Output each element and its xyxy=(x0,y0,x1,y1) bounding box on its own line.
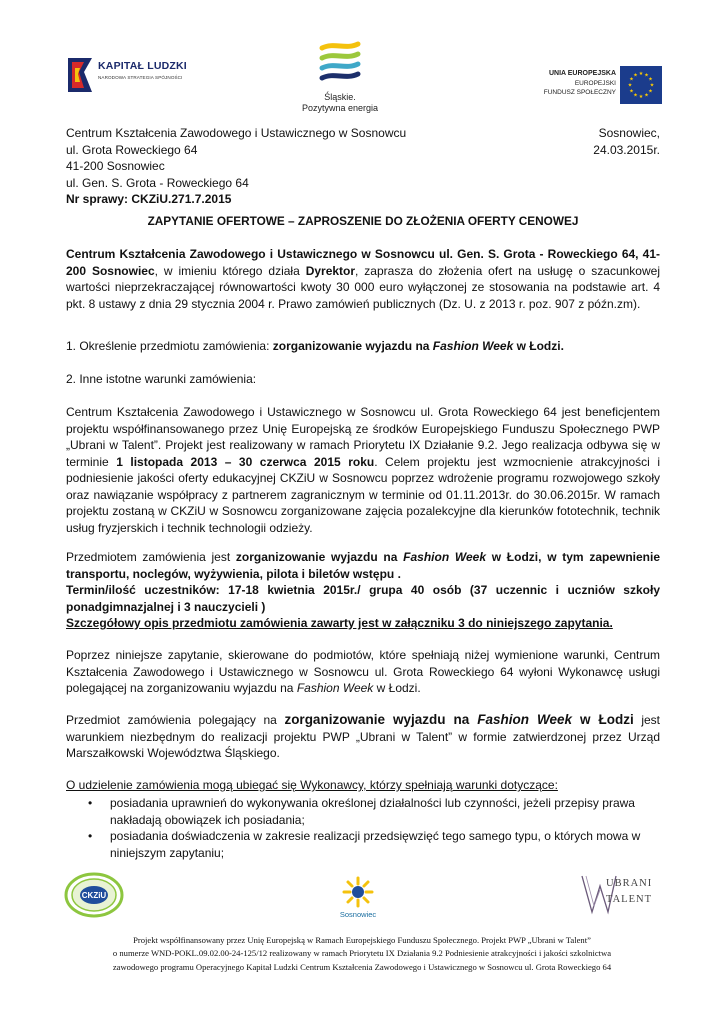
slaskie-name: Śląskie. xyxy=(324,92,356,102)
address-line-street: ul. Grota Roweckiego 64 xyxy=(66,142,198,157)
necessary-bold1: zorganizowanie wyjazdu na xyxy=(284,712,478,727)
kapital-ludzki-flag-icon xyxy=(66,56,94,94)
ckziu-label: CKZiU xyxy=(81,891,107,900)
svg-text:★: ★ xyxy=(648,88,653,95)
conditions-heading: O udzielenie zamówienia mogą ubiegać się Wykonawcy, którzy spełniają warunki dotyczące: xyxy=(66,778,558,792)
intro-org: Centrum Kształcenia Zawodowego i Ustawicznego w Sosnowcu ul. Gen. S. Grota - Roweckiego 64, 41-200 Sosnowiec xyxy=(66,247,660,278)
ubrani-label: UBRANI xyxy=(606,878,653,889)
necessary-bold2: w Łodzi xyxy=(572,712,634,727)
case-number: Nr sprawy: CKZiU.271.7.2015 xyxy=(66,192,232,206)
footer-line-3: zawodowego programu Operacyjnego Kapitał Ludzki Centrum Kształcenia Zawodowego i Ustawicznego w Sosnowcu ul. Grota Roweckiego 64 xyxy=(112,961,612,972)
address-line-org: Centrum Kształcenia Zawodowego i Ustawicznego w Sosnowcu xyxy=(66,126,407,140)
condition-text: posiadania doświadczenia w zakresie realizacji przedsięwzięć tego samego typu, o których mowa w niniejszym zapytaniu; xyxy=(110,829,641,860)
svg-text:★: ★ xyxy=(649,82,655,89)
point-1-bold: zorganizowanie wyjazdu na xyxy=(272,339,433,353)
svg-text:★: ★ xyxy=(633,92,638,99)
invite-fashion-week: Fashion Week xyxy=(296,681,374,695)
ubrani-w-talent-logo xyxy=(578,872,662,918)
address-line-street-full: ul. Gen. S. Grota - Roweckiego 64 xyxy=(66,175,249,190)
subject-paragraph xyxy=(66,549,660,582)
point-1-italic: Fashion Week xyxy=(432,339,514,353)
intro-text2: , zaprasza do złożenia ofert na usługę o szacunkowej wartości nieprzekraczającej równowartości kwoty 30 000 euro wyłączonej ze stosowania na podstawie art. 4 pkt. 8 ustawy z dnia 29 stycznia 2004 r. Prawo zamówień publicznych (Dz. U. z 2013 r. poz. 907 z późn.zm). xyxy=(66,263,660,311)
svg-text:★: ★ xyxy=(627,82,633,89)
kapital-ludzki-subtitle: NARODOWA STRATEGIA SPÓJNOŚCI xyxy=(98,75,183,80)
intro-text1: , w imieniu którego działa xyxy=(154,263,306,278)
project-paragraph xyxy=(66,404,660,536)
sender-address xyxy=(66,125,486,208)
eu-efs-logo xyxy=(522,64,662,108)
necessary-text2: jest warunkiem niezbędnym do realizacji projektu PWP „Ubrani w Talent” w formie zatwierdzonej przez Urząd Marszałkowski Województwa Śląskiego. xyxy=(66,713,661,760)
kapital-ludzki-logo xyxy=(66,52,192,100)
invite-text2: w Łodzi. xyxy=(373,681,421,695)
document-date: Sosnowiec, 24.03.2015r. xyxy=(593,126,660,157)
slaskie-wave-icon xyxy=(316,40,364,90)
subject-bold1: zorganizowanie wyjazdu na xyxy=(235,550,404,564)
svg-text:★: ★ xyxy=(648,76,653,83)
necessary-text1: Przedmiot zamówienia polegający na xyxy=(66,713,285,727)
svg-text:★: ★ xyxy=(638,71,644,77)
subject-fashion-week: Fashion Week xyxy=(403,550,487,564)
intro-paragraph xyxy=(66,246,660,312)
footer-note xyxy=(66,934,658,974)
point-1-label: 1. Określenie przedmiotu zamówienia: xyxy=(66,339,273,353)
list-item xyxy=(66,828,660,861)
eu-name: UNIA EUROPEJSKA xyxy=(548,70,616,77)
necessary-fashion-week: Fashion Week xyxy=(477,712,572,727)
sosnowiec-logo xyxy=(328,876,388,924)
bullet-icon: • xyxy=(88,829,93,843)
invite-paragraph xyxy=(66,647,660,697)
svg-text:★: ★ xyxy=(638,94,644,100)
efs-line1: EUROPEJSKI xyxy=(574,80,616,87)
sosnowiec-sun-icon xyxy=(342,876,374,908)
bullet-icon: • xyxy=(88,796,93,810)
project-text1: Centrum Kształcenia Zawodowego i Ustawicznego w Sosnowcu ul. Grota Roweckiego 64 jest beneficjentem projektu współfinansowanego przez Unię Europejską ze środków Europejskiego Funduszu Społecznego PWP „Ubrani w Talent”. Projekt jest realizowany w ramach Priorytetu IX Działanie 9.2. Jego realizacja odbywa się w terminie xyxy=(66,405,660,469)
efs-line2: FUNDUSZ SPOŁECZNY xyxy=(543,89,616,96)
project-text2: . Celem projektu jest wzmocnienie atrakcyjności i podniesienie jakości oferty edukacyjnej CKZiU w Sosnowcu poprzez wdrożenie programu rozwojowego szkoły oraz nawiązanie współpracy z partnerem zagranicznym w terminie od 01.11.2013r. do 30.06.2015r. W ramach projektu zostaną w CKZiU w Sosnowcu zorganizowane zajęcia pozalekcyjne dla kierunków fototechnik, technik usług fryzjerskich i technik technologii odzieży. xyxy=(66,454,660,535)
sosnowiec-label: Sosnowiec xyxy=(339,910,377,919)
point-1 xyxy=(66,338,660,355)
footer-line-1: Projekt współfinansowany przez Unię Europejską w Ramach Europejskiego Funduszu Społecznego. Projekt PWP „Ubrani w Talent” xyxy=(133,935,591,945)
project-dates: 1 listopada 2013 – 30 czerwca 2015 roku xyxy=(116,454,375,469)
address-line-city: 41-200 Sosnowiec xyxy=(66,159,165,173)
svg-text:★: ★ xyxy=(633,72,638,79)
invite-text1: Poprzez niniejsze zapytanie, skierowane do podmiotów, które spełniają niżej wymienione warunki, Centrum Kształcenia Zawodowego i Ustawicznego w Sosnowcu ul. Grota Roweckiego 64 wyłoni Wykonawcę usługi polegającej na zorganizowaniu wyjazdu na xyxy=(66,648,660,695)
conditions-list xyxy=(66,795,660,861)
slaskie-logo xyxy=(290,40,390,113)
slaskie-slogan: Pozytywna energia xyxy=(301,103,379,113)
subject-text1: Przedmiotem zamówienia jest xyxy=(66,550,236,564)
point-2: 2. Inne istotne warunki zamówienia: xyxy=(66,372,257,386)
svg-text:★: ★ xyxy=(644,92,649,99)
svg-text:★: ★ xyxy=(629,76,634,83)
subject-bold2: w Łodzi, w tym zapewnienie transportu, noclegów, wyżywienia, pilota i biletów wstępu . xyxy=(66,550,661,581)
necessary-paragraph xyxy=(66,712,660,762)
talent-label: TALENT xyxy=(606,894,652,905)
intro-director: Dyrektor xyxy=(305,263,356,278)
svg-text:★: ★ xyxy=(629,88,634,95)
svg-text:★: ★ xyxy=(644,72,649,79)
subject-participants: Termin/ilość uczestników: 17-18 kwietnia 2015r./ grupa 40 osób (37 uczennic i uczniów szkoły ponadgimnazjalnej i 3 nauczycieli ) xyxy=(66,583,660,614)
list-item xyxy=(66,795,660,828)
point-1-bold-end: w Łodzi. xyxy=(513,339,564,353)
eu-flag-icon xyxy=(620,66,662,104)
document-title: ZAPYTANIE OFERTOWE – ZAPROSZENIE DO ZŁOŻENIA OFERTY CENOWEJ xyxy=(147,214,579,228)
condition-text: posiadania uprawnień do wykonywania określonej działalności lub czynności, jeżeli przepisy prawa nakładają obowiązek ich posiadania; xyxy=(110,796,635,827)
kapital-ludzki-title: KAPITAŁ LUDZKI xyxy=(98,60,187,72)
ckziu-emblem-icon xyxy=(64,872,124,918)
ckziu-logo xyxy=(64,872,124,918)
footer-line-2: o numerze WND-POKL.09.02.00-24-125/12 realizowany w ramach Priorytetu IX Działania 9.2 Podniesienie atrakcyjności i jakości szkolnictwa xyxy=(112,948,612,959)
subject-details-ref: Szczegółowy opis przedmiotu zamówienia zawarty jest w załączniku 3 do niniejszego zapytania. xyxy=(66,616,613,630)
